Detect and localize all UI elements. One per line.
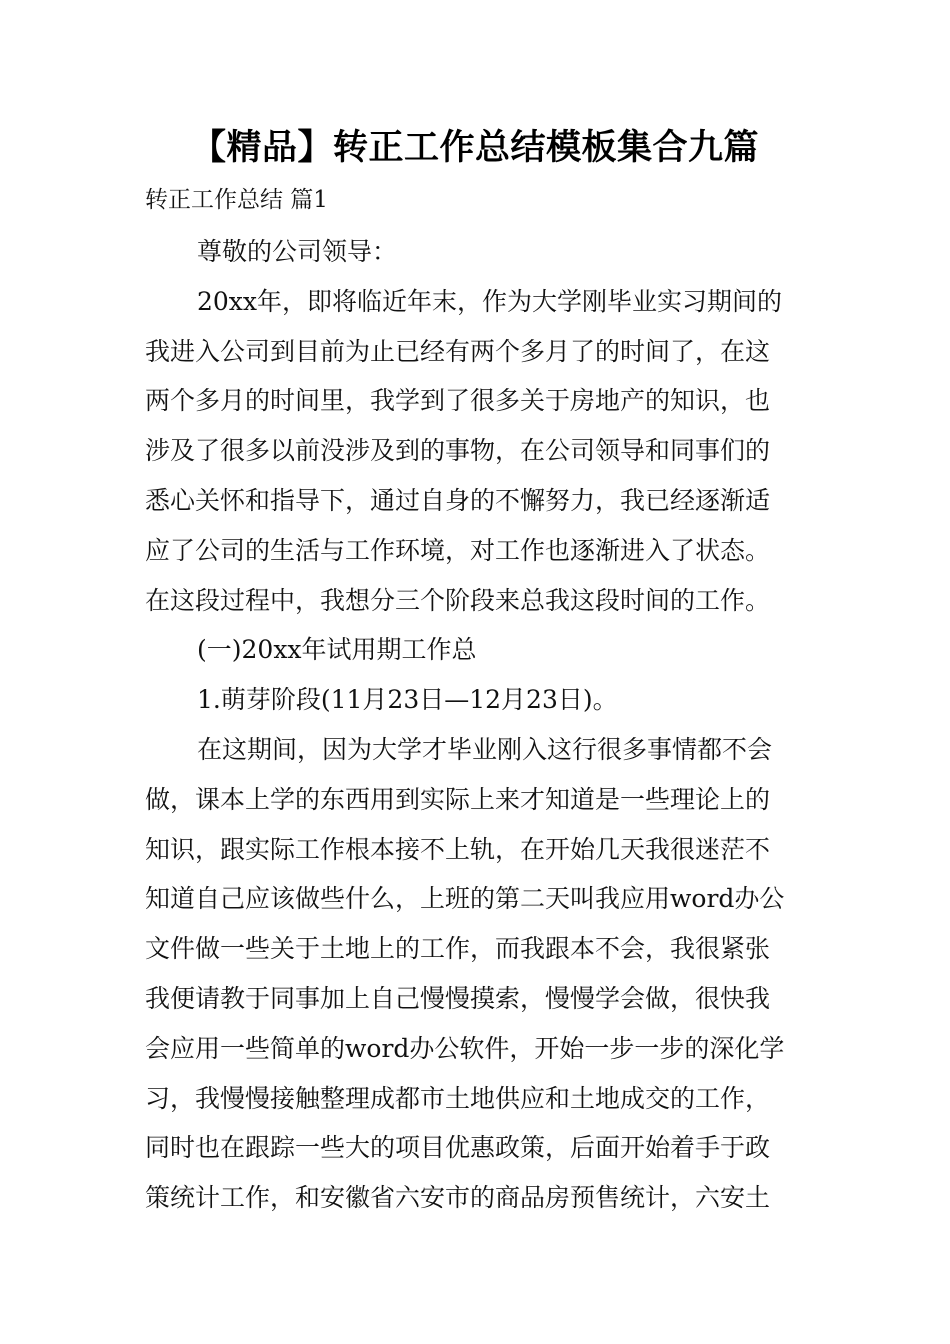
body-line: 我进入公司到目前为止已经有两个多月了的时间了，在这 <box>145 336 771 366</box>
body-line: 会应用一些简单的word办公软件，开始一步一步的深化学 <box>145 1033 785 1063</box>
body-line: (一)20xx年试用期工作总 <box>197 635 477 665</box>
body-line: 文件做一些关于土地上的工作，而我跟本不会，我很紧张 <box>145 934 771 964</box>
body-line: 在这段过程中，我想分三个阶段来总我这段时间的工作。 <box>145 585 771 615</box>
body-line: 做，课本上学的东西用到实际上来才知道是一些理论上的 <box>145 784 771 814</box>
body-line: 涉及了很多以前没涉及到的事物，在公司领导和同事们的 <box>145 436 771 466</box>
body-line: 知识，跟实际工作根本接不上轨，在开始几天我很迷茫不 <box>145 834 771 864</box>
body-line: 同时也在跟踪一些大的项目优惠政策，后面开始着手于政 <box>145 1133 771 1163</box>
body-line: 1.萌芽阶段(11月23日—12月23日)。 <box>197 685 618 715</box>
document-title: 【精品】转正工作总结模板集合九篇 <box>190 128 759 168</box>
body-line: 知道自己应该做些什么，上班的第二天叫我应用word办公 <box>145 884 785 914</box>
body-line: 习，我慢慢接触整理成都市土地供应和土地成交的工作， <box>145 1083 771 1113</box>
body-line: 在这期间，因为大学才毕业刚入这行很多事情都不会 <box>197 734 773 764</box>
body-line: 我便请教于同事加上自己慢慢摸索，慢慢学会做，很快我 <box>145 983 771 1013</box>
body-line: 两个多月的时间里，我学到了很多关于房地产的知识，也 <box>145 386 771 416</box>
body-line: 悉心关怀和指导下，通过自身的不懈努力，我已经逐渐适 <box>145 485 771 515</box>
document-body <box>145 227 807 1223</box>
body-line: 应了公司的生活与工作环境，对工作也逐渐进入了状态。 <box>145 535 771 565</box>
body-line: 20xx年，即将临近年末，作为大学刚毕业实习期间的 <box>197 286 783 316</box>
body-line: 策统计工作，和安徽省六安市的商品房预售统计，六安土 <box>145 1183 771 1213</box>
body-line: 尊敬的公司领导： <box>197 237 398 266</box>
section-heading: 转正工作总结 篇1 <box>145 187 328 213</box>
